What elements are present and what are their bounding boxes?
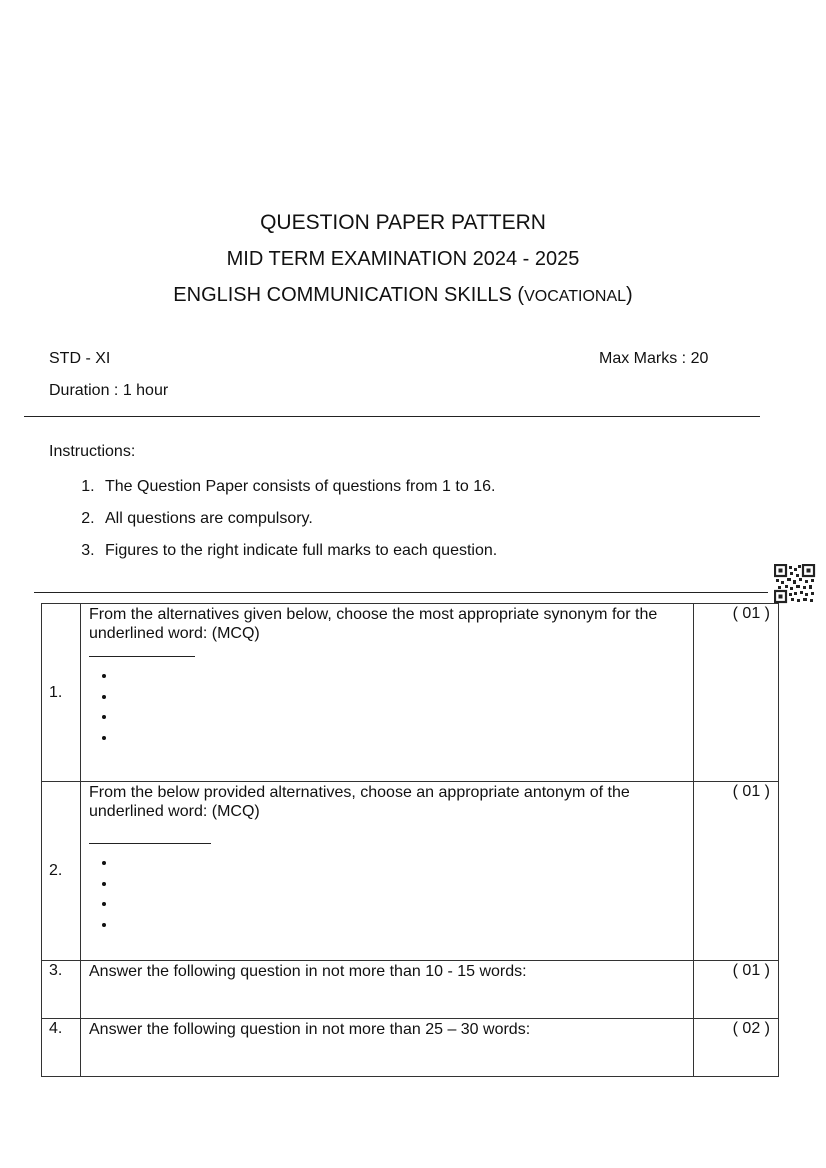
- qr-code-icon: [774, 564, 816, 604]
- question-marks: ( 01 ): [694, 782, 779, 961]
- subject-main: ENGLISH COMMUNICATION SKILLS (: [173, 284, 525, 306]
- question-marks: ( 01 ): [694, 604, 779, 782]
- max-marks: Max Marks : 20: [599, 350, 709, 367]
- option-bullet: [117, 894, 685, 915]
- option-bullet: [117, 874, 685, 895]
- subject-close: ): [626, 284, 633, 306]
- std-label: STD - XI: [49, 350, 111, 367]
- options-list: [89, 853, 685, 935]
- paper-title: QUESTION PAPER PATTERN: [260, 211, 546, 234]
- duration: Duration : 1 hour: [49, 382, 169, 399]
- question-row: [42, 1019, 779, 1077]
- option-bullet: [117, 687, 685, 708]
- question-number: 2.: [42, 782, 81, 961]
- question-cell: [81, 782, 694, 961]
- subject-vocational: VOCATIONAL: [524, 288, 627, 305]
- instruction-item: 1. The Question Paper consists of questions from 1 to 16.: [99, 471, 497, 503]
- instructions: [49, 443, 497, 567]
- option-bullet: [117, 853, 685, 874]
- question-text: Answer the following question in not more than 10 - 15 words:: [81, 961, 694, 1019]
- question-row: [42, 604, 779, 782]
- header-divider: [24, 416, 760, 417]
- option-bullet: [117, 915, 685, 936]
- question-number: 4.: [42, 1019, 81, 1077]
- questions-table: [41, 603, 779, 1077]
- subject-name: [0, 277, 806, 315]
- question-number: 3.: [42, 961, 81, 1019]
- instruction-item: 3. Figures to the right indicate full marks to each question.: [99, 535, 497, 567]
- options-list: [89, 666, 685, 748]
- question-row: [42, 961, 779, 1019]
- answer-blank: [89, 656, 195, 657]
- option-bullet: [117, 707, 685, 728]
- option-bullet: [117, 666, 685, 687]
- question-row: [42, 782, 779, 961]
- paper-header: [0, 205, 806, 315]
- question-cell: [81, 604, 694, 782]
- instruction-item: 2. All questions are compulsory.: [99, 503, 497, 535]
- question-text: Answer the following question in not more than 25 – 30 words:: [81, 1019, 694, 1077]
- instructions-heading: Instructions:: [49, 443, 136, 460]
- instructions-divider: [34, 592, 768, 593]
- answer-blank: [89, 843, 211, 844]
- question-marks: ( 02 ): [694, 1019, 779, 1077]
- question-text: From the alternatives given below, choose the most appropriate synonym for the underlined word: (MCQ): [89, 606, 658, 642]
- exam-name: MID TERM EXAMINATION 2024 - 2025: [226, 248, 580, 270]
- question-text: From the below provided alternatives, choose an appropriate antonym of the underlined word: (MCQ): [89, 784, 630, 820]
- question-number: 1.: [42, 604, 81, 782]
- option-bullet: [117, 728, 685, 749]
- question-marks: ( 01 ): [694, 961, 779, 1019]
